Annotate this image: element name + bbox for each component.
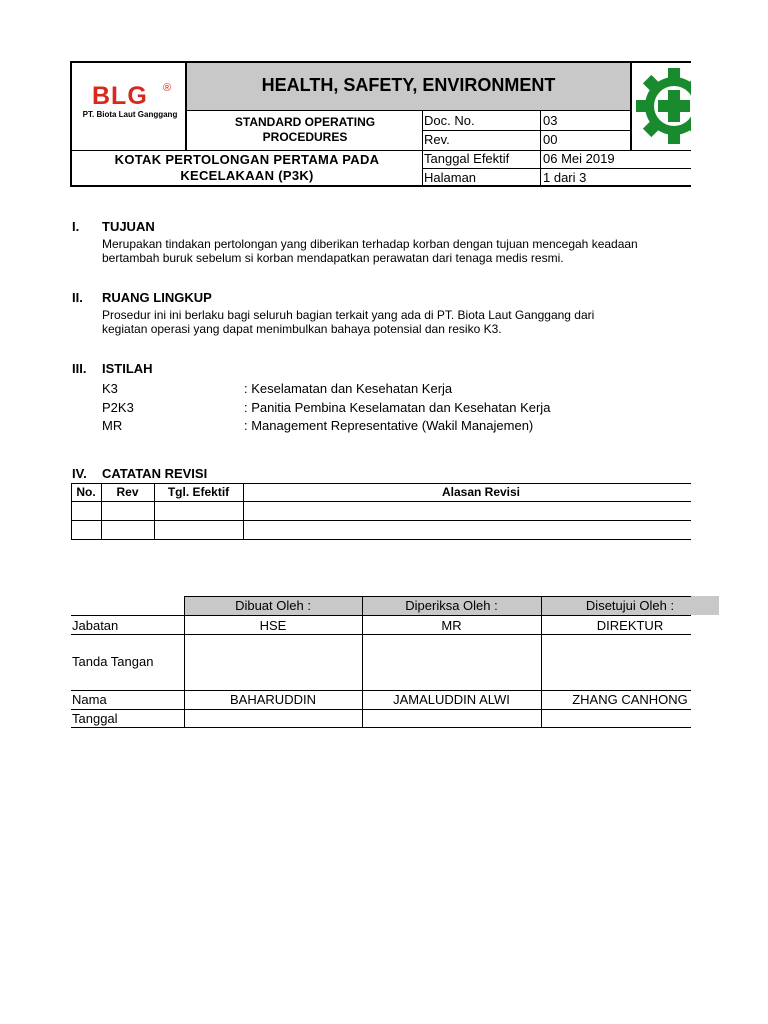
section-number: I. — [72, 219, 80, 234]
company-name: PT. Biota Laut Ganggang — [82, 110, 178, 119]
paragraph-line: bertambah buruk sebelum si korban mendapatkan perawatan dari tenaga medis resmi. — [102, 251, 564, 265]
section-number: II. — [72, 290, 83, 305]
section-title: TUJUAN — [102, 219, 155, 234]
nama-disetujui: ZHANG CANHONG — [572, 692, 688, 707]
revision-col-tgl: Tgl. Efektif — [167, 485, 230, 499]
approval-row-label: Tanda Tangan — [72, 654, 154, 669]
term-definition: : Management Representative (Wakil Manajemen) — [244, 418, 534, 433]
section-title: ISTILAH — [102, 361, 153, 376]
term-definition: : Panitia Pembina Keselamatan dan Kesehatan Kerja — [244, 400, 551, 415]
doc-title: KOTAK PERTOLONGAN PERTAMA PADA KECELAKAAN (P3K) — [114, 152, 380, 183]
jabatan-diperiksa: MR — [441, 618, 462, 633]
signature-disetujui[interactable] — [542, 635, 691, 690]
approval-header-dibuat: Dibuat Oleh : — [235, 598, 311, 613]
approval-header-disetujui: Disetujui Oleh : — [585, 598, 675, 613]
paragraph-line: Merupakan tindakan pertolongan yang diberikan terhadap korban dengan tujuan mencegah keadaan — [102, 237, 638, 251]
signature-dibuat[interactable] — [185, 635, 362, 690]
meta-rev-label: Rev. — [424, 132, 450, 147]
term-name: MR — [102, 418, 123, 433]
revision-col-alasan: Alasan Revisi — [441, 485, 521, 499]
approval-row-label: Tanggal — [72, 711, 118, 726]
term-definition: : Keselamatan dan Kesehatan Kerja — [244, 381, 453, 396]
jabatan-dibuat: HSE — [259, 618, 287, 633]
revision-col-rev: Rev — [116, 485, 139, 499]
approval-header-diperiksa: Diperiksa Oleh : — [405, 598, 498, 613]
section-number: III. — [72, 361, 87, 376]
logo-registered: ® — [163, 82, 172, 94]
paragraph-line: Prosedur ini ini berlaku bagi seluruh bagian terkait yang ada di PT. Biota Laut Ganggang dari — [102, 308, 595, 322]
revision-col-no: No. — [76, 485, 96, 499]
meta-doc-no-label: Doc. No. — [424, 113, 475, 128]
main-title: HEALTH, SAFETY, ENVIRONMENT — [261, 75, 556, 95]
meta-doc-no-value: 03 — [543, 113, 558, 128]
company-logo — [74, 80, 184, 110]
logo-text: BLG — [92, 82, 148, 110]
signature-diperiksa[interactable] — [363, 635, 541, 690]
meta-halaman-label: Halaman — [424, 170, 477, 185]
nama-diperiksa: JAMALUDDIN ALWI — [393, 692, 510, 707]
approval-row-label: Jabatan — [72, 618, 119, 633]
meta-tanggal-value: 06 Mei 2019 — [543, 151, 615, 166]
approval-row-label: Nama — [72, 692, 107, 707]
paragraph-line: kegiatan operasi yang dapat menimbulkan bahaya potensial dan resiko K3. — [102, 322, 502, 336]
term-name: P2K3 — [102, 400, 134, 415]
section-title: CATATAN REVISI — [102, 466, 208, 481]
section-number: IV. — [72, 466, 87, 481]
meta-tanggal-label: Tanggal Efektif — [424, 151, 510, 166]
term-name: K3 — [102, 381, 118, 396]
meta-halaman-value: 1 dari 3 — [543, 170, 587, 185]
sop-label: STANDARD OPERATING PROCEDURES — [234, 115, 376, 144]
safety-gear-icon — [634, 66, 691, 146]
section-title: RUANG LINGKUP — [102, 290, 212, 305]
jabatan-disetujui: DIREKTUR — [596, 618, 664, 633]
nama-dibuat: BAHARUDDIN — [230, 692, 316, 707]
meta-rev-value: 00 — [543, 132, 558, 147]
